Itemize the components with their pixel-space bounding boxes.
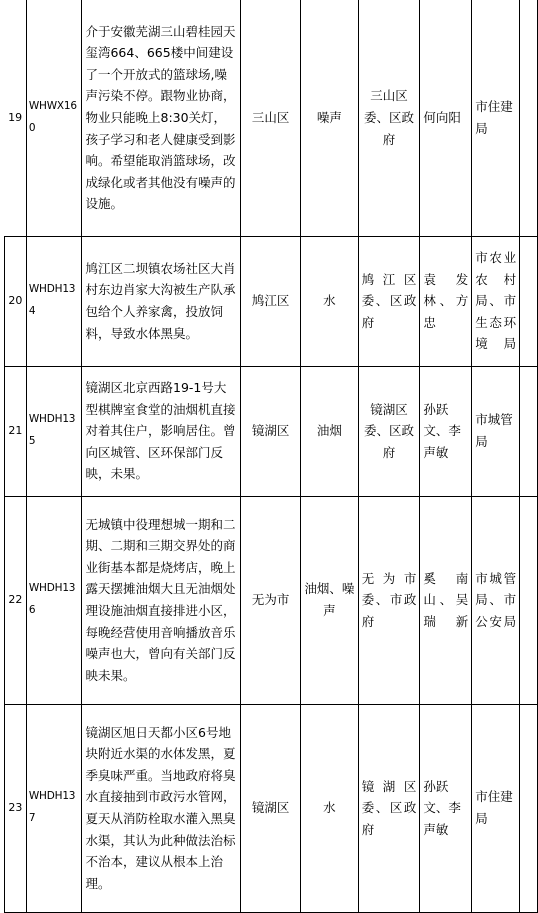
lead-department: 市农业农村局、市生态环境局	[472, 236, 520, 366]
pollution-type: 油烟	[300, 366, 358, 496]
district: 镜湖区	[241, 704, 301, 912]
row-number: 21	[5, 366, 27, 496]
complaint-table	[4, 0, 538, 913]
responsible-leader: 奚南山、吴瑞新	[420, 496, 472, 704]
lead-department: 市住建局	[472, 704, 520, 912]
table-row	[5, 366, 538, 496]
lead-department: 市住建局	[472, 0, 520, 236]
table-row	[5, 704, 538, 912]
district: 镜湖区	[241, 366, 301, 496]
case-code: WHWX160	[26, 0, 82, 236]
case-code: WHDH137	[26, 704, 82, 912]
row-number: 19	[5, 0, 27, 236]
blank-cell	[520, 236, 538, 366]
case-code: WHDH135	[26, 366, 82, 496]
blank-cell	[520, 366, 538, 496]
district: 鸠江区	[241, 236, 301, 366]
responsible-unit: 三山区委、区政府	[358, 0, 420, 236]
case-description: 镜湖区北京西路19-1号大型棋牌室食堂的油烟机直接对着其住户，影响居住。曾向区城管、区环保部门反映，未果。	[82, 366, 241, 496]
responsible-unit: 无为市委、市政府	[358, 496, 420, 704]
district: 三山区	[241, 0, 301, 236]
case-description: 介于安徽芜湖三山碧桂园天玺湾664、665楼中间建设了一个开放式的篮球场,噪声污染不停。跟物业协商，物业只能晚上8:30关灯，孩子学习和老人健康受到影响。希望能取消篮球场，改成绿化或者其他没有噪声的设施。	[82, 0, 241, 236]
case-code: WHDH134	[26, 236, 82, 366]
responsible-unit: 镜湖区委、区政府	[358, 704, 420, 912]
table-row	[5, 236, 538, 366]
pollution-type: 油烟、噪声	[300, 496, 358, 704]
pollution-type: 水	[300, 236, 358, 366]
responsible-leader: 袁发林、方忠	[420, 236, 472, 366]
responsible-leader: 孙跃文、李声敏	[420, 704, 472, 912]
blank-cell	[520, 496, 538, 704]
pollution-type: 噪声	[300, 0, 358, 236]
pollution-type: 水	[300, 704, 358, 912]
blank-cell	[520, 0, 538, 236]
blank-cell	[520, 704, 538, 912]
responsible-leader: 何向阳	[420, 0, 472, 236]
row-number: 20	[5, 236, 27, 366]
table-row	[5, 0, 538, 236]
case-description: 镜湖区旭日天都小区6号地块附近水渠的水体发黑，夏季臭味严重。当地政府将臭水直接抽到市政污水管网，夏天从消防栓取水灌入黑臭水渠，其认为此种做法治标不治本，建议从根本上治理。	[82, 704, 241, 912]
responsible-unit: 鸠江区委、区政府	[358, 236, 420, 366]
responsible-unit: 镜湖区委、区政府	[358, 366, 420, 496]
case-code: WHDH136	[26, 496, 82, 704]
case-description: 鸠江区二坝镇农场社区大肖村东边肖家大沟被生产队承包给个人养家禽，投放饲料，导致水体黑臭。	[82, 236, 241, 366]
responsible-leader: 孙跃文、李声敏	[420, 366, 472, 496]
lead-department: 市城管局	[472, 366, 520, 496]
district: 无为市	[241, 496, 301, 704]
row-number: 22	[5, 496, 27, 704]
table-row	[5, 496, 538, 704]
row-number: 23	[5, 704, 27, 912]
lead-department: 市城管局、市公安局	[472, 496, 520, 704]
case-description: 无城镇中役理想城一期和二期、二期和三期交界处的商业街基本都是烧烤店，晚上露天摆摊油烟大且无油烟处理设施油烟直接排进小区，每晚经营使用音响播放音乐噪声也大，曾向有关部门反映未果。	[82, 496, 241, 704]
